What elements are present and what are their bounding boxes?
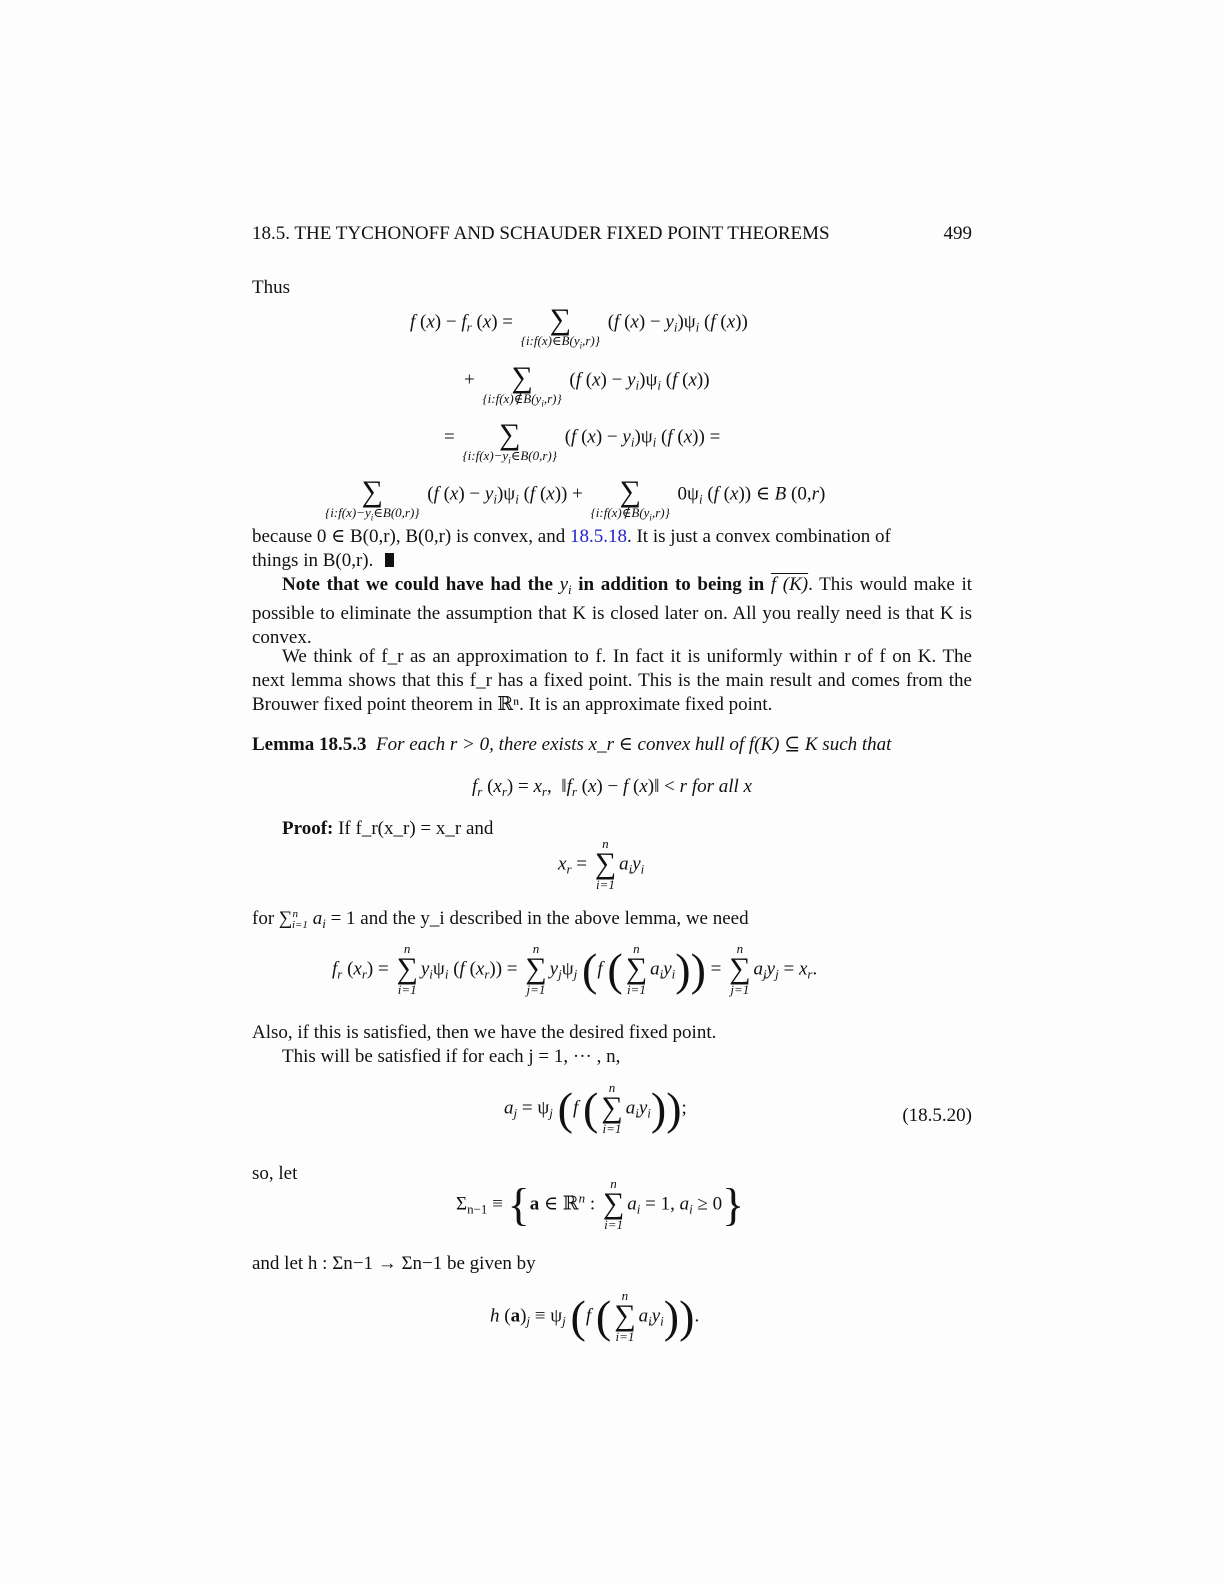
proof-label: Proof: [282,818,334,839]
note-bold-1: Note that we could have had the [282,574,560,595]
also-text: Also, if this is satisfied, then we have the desired fixed point. [252,1022,717,1043]
page-number: 499 [943,223,972,244]
lemma-equation: $f_r$ $(x_r) = x_r$, $‖f_r$ (x) − f (x)‖ < r for all x [472,776,752,799]
because-paragraph [252,525,972,573]
running-header [252,222,972,246]
lemma-statement [252,733,972,757]
and-let-text: and let h : Σn−1 → Σn−1 be given by [252,1253,536,1274]
because-text: because 0 ∈ B(0,r), B(0,r) is convex, and [252,526,570,547]
note-bold-2: in addition to being in [571,574,771,595]
lemma-text: For each r > 0, there exists x_r ∈ convex hull of f(K) ⊆ K such that [376,734,892,755]
qed-square-icon [385,553,394,567]
section-title: 18.5. THE TYCHONOFF AND SCHAUDER FIXED POINT THEOREMS [252,223,830,244]
equation-line-3: = ∑ $\{i:f(x)-y_i\in B(0,r)\}$ (f $(x) - y_i)\psi_i$ (f (x)) = [444,418,721,466]
proof-line [282,817,493,841]
think-paragraph: We think of f_r as an approximation to f. In fact it is uniformly within r of f on K. The next lemma shows that this f_r has a fixed point. This is the main result and comes from the Brouwer fixed point theorem in ℝⁿ. It is an approximate fixed point. [252,646,972,715]
equation-line-2: + ∑ $\{i:f(x)\notin B(y_i,r)\}$ (f $(x) - y_i)\psi_i$ (f (x)) [464,361,710,409]
note-paragraph: Note that we could have had the $y_i$ in addition to being in f (K). This would make it possible to eliminate the assumption that K is closed later on. All you really need is that K is convex. [252,574,973,648]
equation-line-4: ∑ $\{i:f(x)-y_i\in B(0,r)\}$ (f $(x) - y_i)\psi_i$ (f (x)) + ∑ $\{i:f(x)\notin B(y_i,r)\}$ $0\psi_i$ (f (x)) ∈ B (0,r) [325,475,826,523]
thus-text: Thus [252,277,290,298]
equation-18-5-20: $a_j = \psi_j$ (f ( n ∑ i=1 $a_iy_i$)); [504,1080,687,1136]
h-definition-equation: h $(a)_j \equiv \psi_j$ (f ( n ∑ i=1 $a_iy_i$)). [490,1288,700,1344]
satisfied-text: This will be satisfied if for each j = 1, ··· , n, [282,1046,621,1067]
for-sum-line: for ∑$^n_{i=1}$ $a_i = 1$ and the y_i described in the above lemma, we need [252,908,749,931]
equation-reference-link[interactable]: 18.5.18 [569,526,627,547]
equation-number: (18.5.20) [902,1105,972,1126]
equation-line-1: f $(x) - f_r$ (x) = ∑ $\{i:f(x)\in B(y_i,r)\}$ (f $(x) - y_i)\psi_i$ (f (x)) [410,303,748,351]
simplex-definition-equation: $\Sigma_{n-1} \equiv \{a$ ∈ ℝ$^n$ : n ∑ i=1 $a_i = 1$, $a_i \ge 0$} [456,1176,745,1232]
so-let-text: so, let [252,1163,298,1184]
document-page [252,0,972,1584]
things-text: things in B(0,r). [252,550,374,571]
lemma-label: Lemma 18.5.3 [252,734,367,755]
because-rest-text: . It is just a convex combination of [626,526,891,547]
proof-text: If f_r(x_r) = x_r and [338,818,494,839]
note-rest: . This would make it possible to eliminate the assumption that K is closed later on. All you really need is that K is convex. [252,574,973,648]
fixed-point-equation: $f_r$ $(x_r)$ = n ∑ i=1 $y_i\psi_i$ (f $(x_r)$) = n ∑ j=1 $y_j\psi_j$ (f ( n ∑ i=1 $a_iy_i$)) = n ∑ j=1 $a_jy_j = x_r$. [332,941,818,997]
for-sum-text: and the y_i described in the above lemma, we need [360,908,749,929]
xr-definition-equation: $x_r$ = n ∑ i=1 $a_iy_i$ [558,836,645,892]
